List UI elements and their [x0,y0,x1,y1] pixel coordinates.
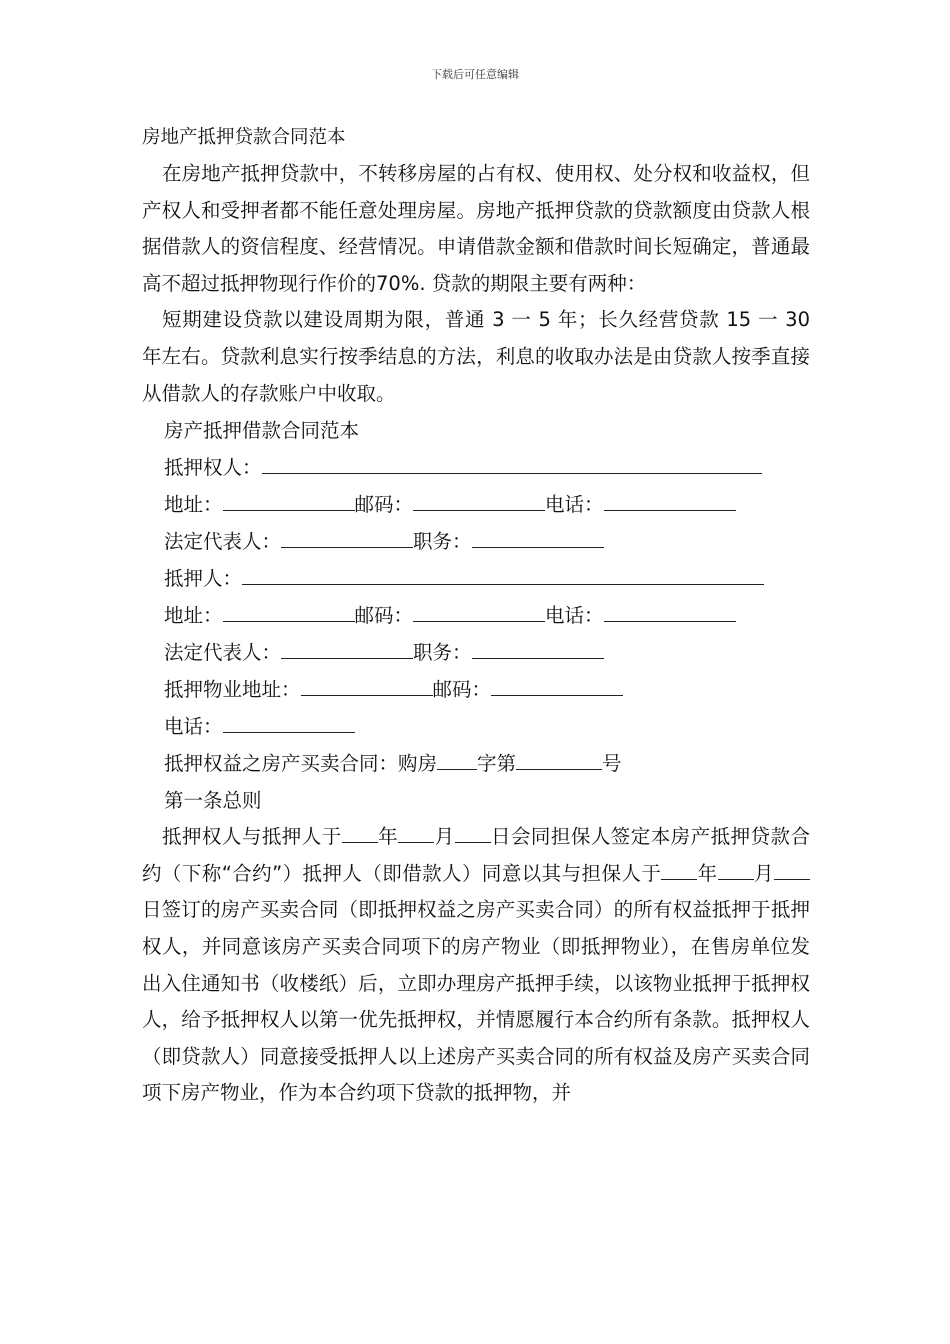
phone-label: 电话： [545,493,604,517]
phone-label: 电话： [164,715,223,739]
postcode-label: 邮码： [354,604,414,628]
address-blank[interactable] [223,488,355,511]
contract-ref-number-blank[interactable] [516,747,602,770]
mortgagor-blank[interactable] [242,562,764,585]
position-blank[interactable] [472,636,604,659]
month-label: 月 [434,825,455,849]
purchase-year-blank[interactable] [661,857,697,880]
contract-ref-line [142,745,810,782]
year-label: 年 [377,825,399,849]
document-title: 房地产抵押贷款合同范本 [142,127,346,148]
mortgagee-rep-line [142,523,810,560]
property-address-label: 抵押物业地址： [164,678,301,702]
phone-blank[interactable] [604,488,736,511]
position-blank[interactable] [472,525,604,548]
mortgagee-line [142,449,810,486]
legal-rep-label: 法定代表人： [164,641,282,665]
sign-year-blank[interactable] [342,820,378,843]
property-address-blank[interactable] [301,673,433,696]
mortgagor-line [142,560,810,597]
postcode-blank[interactable] [413,599,545,622]
term-paragraph: 短期建设贷款以建设周期为限，普通 3 一 5 年；长久经营贷款 15 一 30 年左右。贷款利息实行按季结息的方法，利息的收取办法是由贷款人按季直接从借款人的存款账户中收取。 [142,308,810,405]
phone-label: 电话： [545,604,604,628]
intro-paragraph: 在房地产抵押贷款中，不转移房屋的占有权、使用权、处分权和收益权，但产权人和受押者都不能任意处理房屋。房地产抵押贷款的贷款额度由贷款人根据借款人的资信程度、经营情况。申请借款金额和借款时间长短确定，普通最高不超过抵押物现行作价的70%. 贷款的期限主要有两种： [142,162,810,295]
article1-title: 第一条总则 [164,789,262,813]
sign-month-blank[interactable] [398,820,434,843]
legal-rep-blank[interactable] [281,525,413,548]
address-label: 地址： [164,604,223,628]
mortgagee-label: 抵押权人： [164,456,262,480]
page-header-note: 下载后可任意编辑 [431,68,519,81]
phone-blank[interactable] [223,710,355,733]
mortgagee-blank[interactable] [262,451,762,474]
legal-rep-blank[interactable] [281,636,413,659]
year-label: 年 [697,861,718,885]
phone-blank[interactable] [604,599,736,622]
address-blank[interactable] [223,599,355,622]
postcode-blank[interactable] [413,488,545,511]
sign-day-blank[interactable] [455,820,491,843]
purchase-day-blank[interactable] [774,857,810,880]
property-phone-line [142,708,810,745]
article-text-1: 抵押权人与抵押人于 [162,825,342,849]
mortgagee-address-line [142,486,810,523]
contract-ref-mid: 字第 [477,752,517,776]
article-text-2: 日会同担保人签定本房产抵押贷款合约（下称“合约”）抵押人（即借款人）同意以其与担保人于 [142,825,810,885]
address-label: 地址： [164,493,223,517]
purchase-month-blank[interactable] [718,857,754,880]
mortgagor-label: 抵押人： [164,567,243,591]
legal-rep-label: 法定代表人： [164,530,282,554]
postcode-blank[interactable] [491,673,623,696]
mortgagor-address-line [142,597,810,634]
article1-paragraph [142,819,810,1112]
contract-ref-prefix: 抵押权益之房产买卖合同：购房 [164,752,438,776]
article-text-3: 日签订的房产买卖合同（即抵押权益之房产买卖合同）的所有权益抵押于抵押权人，并同意该房产买卖合同项下的房产物业（即抵押物业），在售房单位发出入住通知书（收楼纸）后，立即办理房产抵押手续，以该物业抵押于抵押权人，给予抵押权人以第一优先抵押权，并情愿履行本合约所有条款。抵押权人（即贷款人）同意接受抵押人以上述房产买卖合同的所有权益及房产买卖合同项下房产物业，作为本合约项下贷款的抵押物，并 [142,898,810,1105]
contract-ref-word-blank[interactable] [437,747,477,770]
contract-title: 房产抵押借款合同范本 [164,419,360,443]
mortgagor-rep-line [142,634,810,671]
postcode-label: 邮码： [354,493,414,517]
position-label: 职务： [413,530,472,554]
contract-ref-suffix: 号 [602,752,622,776]
position-label: 职务： [413,641,472,665]
property-address-line [142,671,810,708]
document-body [142,120,810,1112]
month-label: 月 [753,861,774,885]
postcode-label: 邮码： [432,678,492,702]
